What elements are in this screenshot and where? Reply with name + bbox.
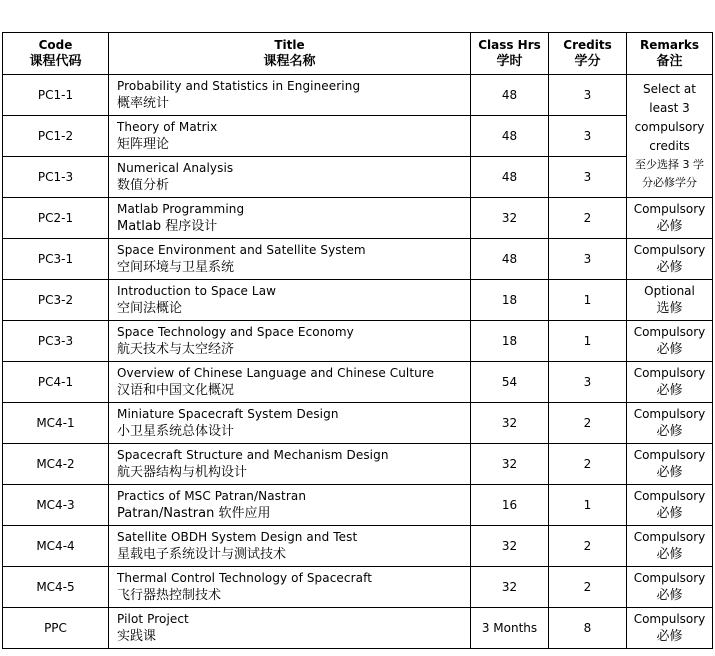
course-remark: Compulsory 必修 <box>627 362 713 403</box>
course-title: Overview of Chinese Language and Chinese Culture 汉语和中国文化概况 <box>109 362 471 403</box>
course-title: Introduction to Space Law 空间法概论 <box>109 280 471 321</box>
course-title: Spacecraft Structure and Mechanism Design 航天器结构与机构设计 <box>109 444 471 485</box>
course-remark: Compulsory 必修 <box>627 567 713 608</box>
table-row <box>3 444 713 485</box>
table-row <box>3 321 713 362</box>
credits: 2 <box>549 198 627 239</box>
course-code: PC3-3 <box>3 321 109 362</box>
course-remark: Compulsory 必修 <box>627 485 713 526</box>
course-code: PC1-3 <box>3 157 109 198</box>
course-title: Satellite OBDH System Design and Test 星载电子系统设计与测试技术 <box>109 526 471 567</box>
credits: 2 <box>549 403 627 444</box>
table-row <box>3 198 713 239</box>
table-row <box>3 608 713 649</box>
course-code: PC3-1 <box>3 239 109 280</box>
credits: 3 <box>549 239 627 280</box>
class-hours: 32 <box>471 526 549 567</box>
course-title: Theory of Matrix 矩阵理论 <box>109 116 471 157</box>
class-hours: 18 <box>471 280 549 321</box>
course-title: Practics of MSC Patran/Nastran Patran/Nastran 软件应用 <box>109 485 471 526</box>
course-code: MC4-3 <box>3 485 109 526</box>
credits: 3 <box>549 75 627 116</box>
class-hours: 32 <box>471 198 549 239</box>
course-code: PC1-2 <box>3 116 109 157</box>
header-code: Code 课程代码 <box>3 33 109 75</box>
credits: 1 <box>549 321 627 362</box>
course-title: Miniature Spacecraft System Design 小卫星系统总体设计 <box>109 403 471 444</box>
course-table <box>2 32 713 649</box>
class-hours: 48 <box>471 157 549 198</box>
class-hours: 32 <box>471 444 549 485</box>
credits: 3 <box>549 157 627 198</box>
table-row <box>3 526 713 567</box>
course-code: PC1-1 <box>3 75 109 116</box>
class-hours: 48 <box>471 75 549 116</box>
table-row <box>3 157 713 198</box>
course-code: MC4-2 <box>3 444 109 485</box>
class-hours: 16 <box>471 485 549 526</box>
class-hours: 3 Months <box>471 608 549 649</box>
class-hours: 32 <box>471 567 549 608</box>
course-title: Matlab Programming Matlab 程序设计 <box>109 198 471 239</box>
course-title: Space Technology and Space Economy 航天技术与太空经济 <box>109 321 471 362</box>
table-row <box>3 403 713 444</box>
course-remark: Compulsory 必修 <box>627 444 713 485</box>
course-remark: Compulsory 必修 <box>627 198 713 239</box>
table-row <box>3 362 713 403</box>
header-credits: Credits 学分 <box>549 33 627 75</box>
table-row <box>3 75 713 116</box>
credits: 1 <box>549 280 627 321</box>
credits: 2 <box>549 567 627 608</box>
course-code: PC2-1 <box>3 198 109 239</box>
course-code: MC4-1 <box>3 403 109 444</box>
class-hours: 48 <box>471 239 549 280</box>
table-row <box>3 239 713 280</box>
credits: 1 <box>549 485 627 526</box>
header-title: Title 课程名称 <box>109 33 471 75</box>
course-remark: Compulsory 必修 <box>627 526 713 567</box>
course-title: Space Environment and Satellite System 空间环境与卫星系统 <box>109 239 471 280</box>
class-hours: 48 <box>471 116 549 157</box>
group-remark: Select at least 3 compulsory credits 至少选择 3 学分必修学分 <box>627 75 713 198</box>
course-title: Pilot Project 实践课 <box>109 608 471 649</box>
course-title: Probability and Statistics in Engineering 概率统计 <box>109 75 471 116</box>
table-row <box>3 485 713 526</box>
class-hours: 54 <box>471 362 549 403</box>
course-remark: Optional 选修 <box>627 280 713 321</box>
credits: 2 <box>549 526 627 567</box>
header-hours: Class Hrs 学时 <box>471 33 549 75</box>
credits: 8 <box>549 608 627 649</box>
course-remark: Compulsory 必修 <box>627 403 713 444</box>
credits: 3 <box>549 116 627 157</box>
course-remark: Compulsory 必修 <box>627 239 713 280</box>
course-code: PPC <box>3 608 109 649</box>
course-title: Thermal Control Technology of Spacecraft 飞行器热控制技术 <box>109 567 471 608</box>
course-code: PC3-2 <box>3 280 109 321</box>
credits: 2 <box>549 444 627 485</box>
course-remark: Compulsory 必修 <box>627 608 713 649</box>
course-code: PC4-1 <box>3 362 109 403</box>
table-row <box>3 116 713 157</box>
credits: 3 <box>549 362 627 403</box>
header-row <box>3 33 713 75</box>
course-title: Numerical Analysis 数值分析 <box>109 157 471 198</box>
class-hours: 18 <box>471 321 549 362</box>
course-remark: Compulsory 必修 <box>627 321 713 362</box>
class-hours: 32 <box>471 403 549 444</box>
table-row <box>3 280 713 321</box>
header-remarks: Remarks 备注 <box>627 33 713 75</box>
table-row <box>3 567 713 608</box>
course-code: MC4-5 <box>3 567 109 608</box>
course-code: MC4-4 <box>3 526 109 567</box>
